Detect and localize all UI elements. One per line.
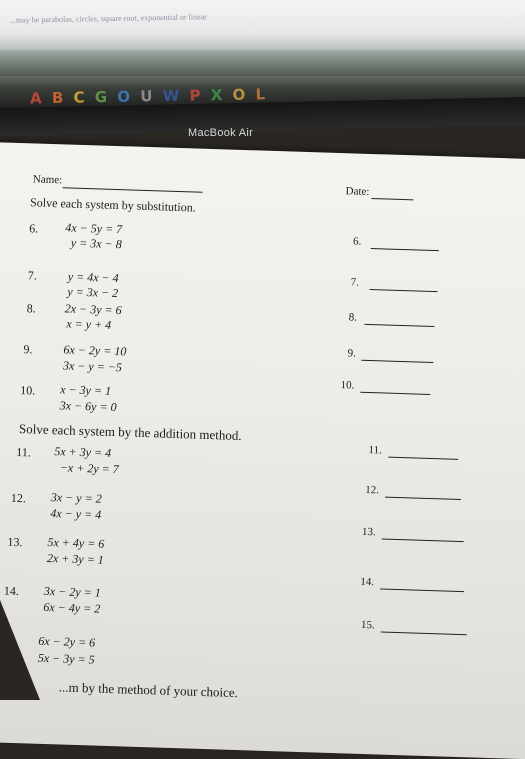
dock-app-icon: X bbox=[210, 85, 225, 105]
equation: 2x + 3y = 1 bbox=[46, 550, 105, 567]
answer-line bbox=[370, 289, 438, 292]
dock-app-icon: C bbox=[73, 88, 87, 107]
date-label: Date: bbox=[345, 185, 370, 198]
answer-label: 6. bbox=[352, 235, 362, 248]
answer-label: 12. bbox=[365, 483, 380, 497]
dock-app-icon: W bbox=[162, 86, 182, 106]
equation: 3x − y = −5 bbox=[62, 358, 123, 375]
equation: −x + 2y = 7 bbox=[59, 460, 119, 477]
section-heading: ...m by the method of your choice. bbox=[58, 679, 239, 701]
equation: 5x + 4y = 6 bbox=[47, 535, 105, 551]
equation: 5x − 3y = 5 bbox=[37, 650, 95, 667]
equation: x − 3y = 1 bbox=[60, 382, 112, 398]
dock-app-icon: P bbox=[189, 86, 203, 105]
problem-number: 12. bbox=[10, 490, 27, 506]
answer-label: 15. bbox=[360, 618, 375, 632]
date-line bbox=[371, 198, 413, 200]
answer-label: 10. bbox=[340, 379, 355, 392]
problem-number: 15. bbox=[0, 635, 16, 651]
answer-label: 7. bbox=[350, 276, 360, 289]
answer-label: 11. bbox=[368, 444, 383, 457]
name-line bbox=[63, 187, 203, 192]
equation: 3x − y = 2 bbox=[50, 490, 102, 506]
problem-number: 11. bbox=[16, 444, 32, 460]
dock-app-icon: G bbox=[94, 87, 110, 107]
answer-line bbox=[364, 324, 434, 327]
equation: 4x − y = 4 bbox=[50, 506, 102, 522]
answer-line bbox=[382, 539, 464, 543]
problem-number: 9. bbox=[23, 342, 33, 357]
equation: 6x − 2y = 10 bbox=[63, 342, 127, 359]
equation: 6x − 4y = 2 bbox=[43, 599, 101, 616]
answer-line bbox=[385, 497, 461, 500]
answer-line bbox=[360, 392, 430, 395]
equation: 5x + 3y = 4 bbox=[54, 444, 112, 460]
browser-toolbar bbox=[0, 50, 525, 76]
answer-label: 8. bbox=[348, 311, 358, 324]
worksheet bbox=[0, 142, 525, 759]
problem-number: 7. bbox=[27, 268, 38, 283]
dock-app-icon: O bbox=[232, 85, 248, 104]
equation: 3x − 2y = 1 bbox=[43, 583, 101, 600]
problem-number: 10. bbox=[20, 383, 36, 398]
problem-number: 13. bbox=[7, 534, 23, 550]
equation: y = 4x − 4 bbox=[67, 269, 119, 286]
answer-label: 14. bbox=[360, 575, 375, 589]
dock-app-icon: O bbox=[117, 87, 133, 106]
answer-line bbox=[381, 632, 467, 636]
answer-line bbox=[388, 457, 458, 460]
section-heading: Solve each system by the addition method. bbox=[18, 421, 242, 444]
browser-text: ...may be parabolas, circles, square root, exponential or linear bbox=[9, 12, 207, 25]
answer-line bbox=[361, 360, 433, 363]
dock-app-icon: U bbox=[140, 87, 155, 106]
dock-app-icon: L bbox=[255, 85, 268, 104]
equation: x = y + 4 bbox=[66, 316, 112, 332]
dock-app-icon: B bbox=[51, 88, 66, 107]
answer-line bbox=[380, 588, 464, 592]
answer-label: 9. bbox=[347, 347, 356, 360]
desk-shadow bbox=[0, 600, 40, 700]
problem-number: 6. bbox=[29, 221, 39, 236]
laptop-label: MacBook Air bbox=[188, 127, 254, 139]
problem-number: 8. bbox=[26, 301, 37, 316]
problem-number: 14. bbox=[3, 583, 20, 599]
equation: y = 3x − 2 bbox=[67, 284, 119, 301]
equation: y = 3x − 8 bbox=[70, 235, 122, 252]
equation: 3x − 6y = 0 bbox=[59, 398, 117, 415]
section-heading: Solve each system by substitution. bbox=[29, 195, 196, 215]
name-label: Name: bbox=[32, 173, 63, 187]
dock-app-icon: A bbox=[29, 89, 44, 108]
equation: 4x − 5y = 7 bbox=[65, 220, 123, 237]
equation: 2x − 3y = 6 bbox=[64, 301, 122, 318]
equation: 6x − 2y = 6 bbox=[38, 633, 96, 650]
laptop-screen bbox=[0, 0, 525, 110]
answer-label: 13. bbox=[361, 525, 376, 539]
answer-line bbox=[371, 248, 439, 251]
